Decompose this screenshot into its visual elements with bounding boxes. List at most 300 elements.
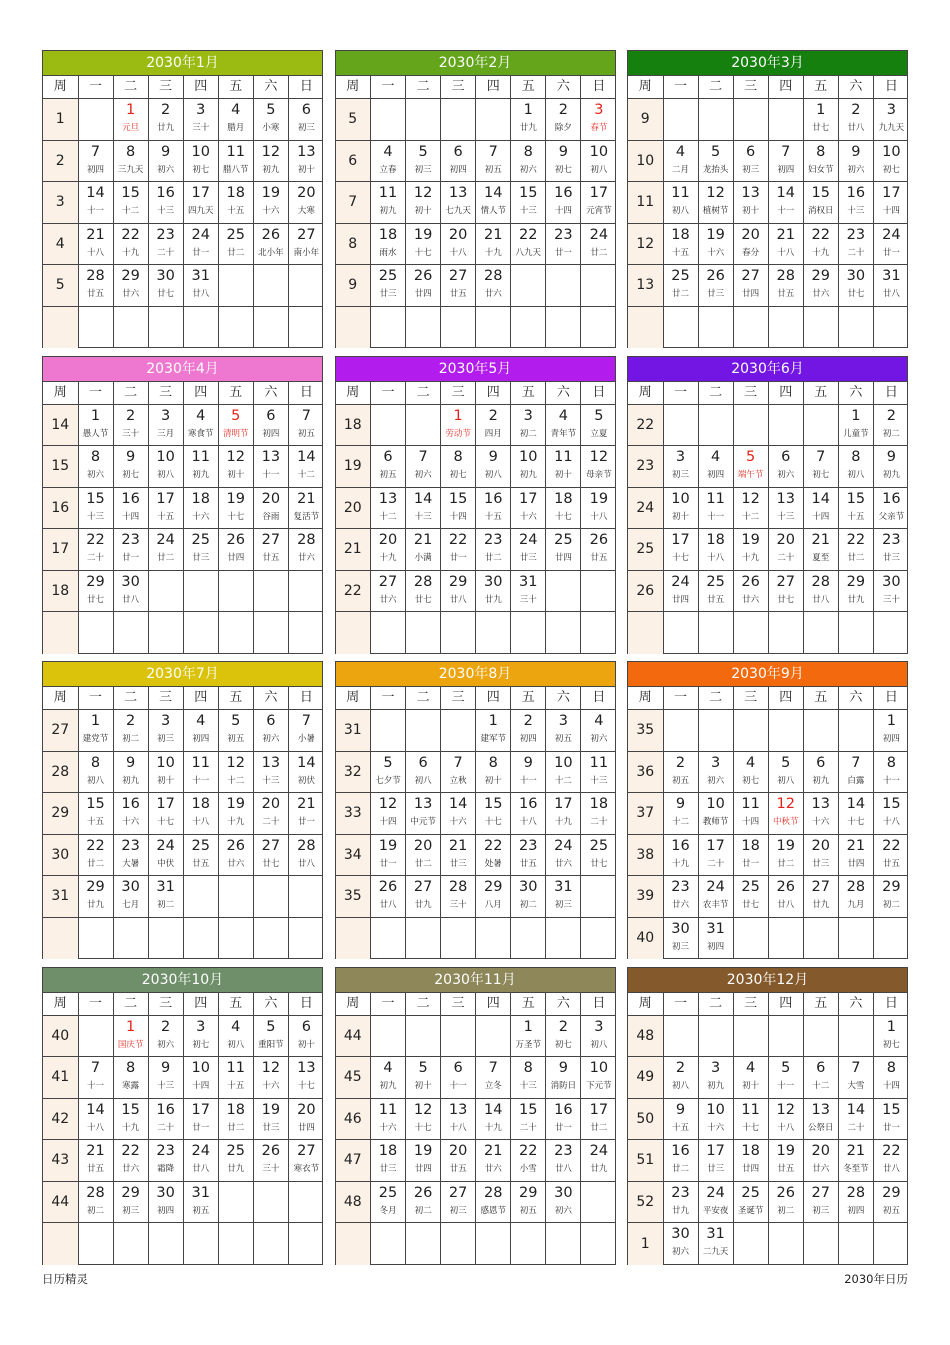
day-cell[interactable] (184, 446, 219, 487)
day-cell[interactable] (254, 182, 289, 223)
day-cell[interactable] (476, 488, 511, 529)
day-cell[interactable] (219, 1057, 254, 1098)
day-cell[interactable] (839, 265, 874, 306)
day-cell[interactable] (114, 265, 149, 306)
day-cell[interactable] (664, 182, 699, 223)
day-cell[interactable] (511, 182, 546, 223)
day-cell[interactable] (699, 752, 734, 793)
day-cell[interactable] (511, 405, 546, 446)
day-cell[interactable] (804, 307, 839, 349)
day-cell[interactable] (874, 446, 909, 487)
day-cell[interactable] (664, 918, 699, 960)
day-cell[interactable] (581, 710, 616, 751)
day-cell[interactable] (406, 224, 441, 265)
day-cell[interactable] (699, 1099, 734, 1140)
day-cell[interactable] (219, 99, 254, 140)
day-cell[interactable] (79, 1223, 114, 1265)
day-cell[interactable] (371, 1057, 406, 1098)
day-cell[interactable] (219, 1223, 254, 1265)
day-cell[interactable] (734, 141, 769, 182)
day-cell[interactable] (476, 835, 511, 876)
day-cell[interactable] (219, 918, 254, 960)
day-cell[interactable] (804, 529, 839, 570)
day-cell[interactable] (839, 446, 874, 487)
day-cell[interactable] (476, 918, 511, 960)
day-cell[interactable] (546, 1016, 581, 1057)
day-cell[interactable] (114, 182, 149, 223)
day-cell[interactable] (254, 1223, 289, 1265)
day-cell[interactable] (219, 835, 254, 876)
day-cell[interactable] (699, 141, 734, 182)
day-cell[interactable] (734, 752, 769, 793)
day-cell[interactable] (254, 307, 289, 349)
day-cell[interactable] (184, 488, 219, 529)
day-cell[interactable] (184, 405, 219, 446)
day-cell[interactable] (184, 876, 219, 917)
day-cell[interactable] (441, 1099, 476, 1140)
day-cell[interactable] (664, 1140, 699, 1181)
day-cell[interactable] (406, 141, 441, 182)
day-cell[interactable] (581, 1182, 616, 1223)
day-cell[interactable] (406, 446, 441, 487)
day-cell[interactable] (476, 752, 511, 793)
day-cell[interactable] (581, 793, 616, 834)
day-cell[interactable] (734, 307, 769, 349)
day-cell[interactable] (769, 752, 804, 793)
day-cell[interactable] (839, 612, 874, 654)
day-cell[interactable] (511, 918, 546, 960)
day-cell[interactable] (804, 1182, 839, 1223)
day-cell[interactable] (149, 1223, 184, 1265)
day-cell[interactable] (149, 876, 184, 917)
day-cell[interactable] (664, 876, 699, 917)
day-cell[interactable] (581, 752, 616, 793)
day-cell[interactable] (804, 1016, 839, 1057)
day-cell[interactable] (289, 876, 324, 917)
day-cell[interactable] (406, 793, 441, 834)
day-cell[interactable] (184, 1099, 219, 1140)
day-cell[interactable] (664, 141, 699, 182)
day-cell[interactable] (476, 1223, 511, 1265)
day-cell[interactable] (734, 1099, 769, 1140)
day-cell[interactable] (511, 488, 546, 529)
day-cell[interactable] (254, 1099, 289, 1140)
day-cell[interactable] (839, 1016, 874, 1057)
day-cell[interactable] (441, 224, 476, 265)
day-cell[interactable] (441, 1016, 476, 1057)
day-cell[interactable] (734, 710, 769, 751)
day-cell[interactable] (289, 488, 324, 529)
day-cell[interactable] (79, 571, 114, 612)
day-cell[interactable] (581, 612, 616, 654)
day-cell[interactable] (441, 793, 476, 834)
day-cell[interactable] (184, 752, 219, 793)
day-cell[interactable] (664, 710, 699, 751)
day-cell[interactable] (874, 835, 909, 876)
day-cell[interactable] (511, 1182, 546, 1223)
day-cell[interactable] (79, 446, 114, 487)
day-cell[interactable] (406, 1057, 441, 1098)
day-cell[interactable] (219, 1016, 254, 1057)
day-cell[interactable] (114, 876, 149, 917)
day-cell[interactable] (371, 307, 406, 349)
day-cell[interactable] (769, 1057, 804, 1098)
day-cell[interactable] (79, 710, 114, 751)
day-cell[interactable] (769, 488, 804, 529)
day-cell[interactable] (769, 141, 804, 182)
day-cell[interactable] (581, 529, 616, 570)
day-cell[interactable] (441, 835, 476, 876)
day-cell[interactable] (254, 835, 289, 876)
day-cell[interactable] (114, 793, 149, 834)
day-cell[interactable] (874, 1099, 909, 1140)
day-cell[interactable] (699, 405, 734, 446)
day-cell[interactable] (254, 99, 289, 140)
day-cell[interactable] (699, 307, 734, 349)
day-cell[interactable] (289, 405, 324, 446)
day-cell[interactable] (734, 1057, 769, 1098)
day-cell[interactable] (874, 141, 909, 182)
day-cell[interactable] (371, 835, 406, 876)
day-cell[interactable] (79, 1057, 114, 1098)
day-cell[interactable] (79, 1099, 114, 1140)
day-cell[interactable] (441, 1223, 476, 1265)
day-cell[interactable] (289, 1223, 324, 1265)
day-cell[interactable] (769, 529, 804, 570)
day-cell[interactable] (546, 876, 581, 917)
day-cell[interactable] (184, 1140, 219, 1181)
day-cell[interactable] (406, 1140, 441, 1181)
day-cell[interactable] (476, 405, 511, 446)
day-cell[interactable] (804, 835, 839, 876)
day-cell[interactable] (839, 405, 874, 446)
day-cell[interactable] (839, 835, 874, 876)
day-cell[interactable] (219, 1140, 254, 1181)
day-cell[interactable] (734, 224, 769, 265)
day-cell[interactable] (406, 1223, 441, 1265)
day-cell[interactable] (79, 99, 114, 140)
day-cell[interactable] (804, 1223, 839, 1265)
day-cell[interactable] (546, 141, 581, 182)
day-cell[interactable] (546, 752, 581, 793)
day-cell[interactable] (149, 752, 184, 793)
day-cell[interactable] (406, 1016, 441, 1057)
day-cell[interactable] (839, 488, 874, 529)
day-cell[interactable] (254, 1182, 289, 1223)
day-cell[interactable] (839, 571, 874, 612)
day-cell[interactable] (219, 710, 254, 751)
day-cell[interactable] (874, 612, 909, 654)
day-cell[interactable] (874, 405, 909, 446)
day-cell[interactable] (581, 1140, 616, 1181)
day-cell[interactable] (874, 99, 909, 140)
day-cell[interactable] (546, 835, 581, 876)
day-cell[interactable] (734, 488, 769, 529)
day-cell[interactable] (149, 918, 184, 960)
day-cell[interactable] (734, 1182, 769, 1223)
day-cell[interactable] (149, 182, 184, 223)
day-cell[interactable] (289, 1057, 324, 1098)
day-cell[interactable] (546, 1099, 581, 1140)
day-cell[interactable] (289, 1016, 324, 1057)
day-cell[interactable] (114, 1057, 149, 1098)
day-cell[interactable] (476, 265, 511, 306)
day-cell[interactable] (184, 1057, 219, 1098)
day-cell[interactable] (581, 182, 616, 223)
day-cell[interactable] (441, 99, 476, 140)
day-cell[interactable] (289, 224, 324, 265)
day-cell[interactable] (371, 141, 406, 182)
day-cell[interactable] (734, 265, 769, 306)
day-cell[interactable] (289, 1099, 324, 1140)
day-cell[interactable] (839, 99, 874, 140)
day-cell[interactable] (289, 99, 324, 140)
day-cell[interactable] (839, 1057, 874, 1098)
day-cell[interactable] (114, 1223, 149, 1265)
day-cell[interactable] (476, 446, 511, 487)
day-cell[interactable] (804, 265, 839, 306)
day-cell[interactable] (511, 752, 546, 793)
day-cell[interactable] (184, 141, 219, 182)
day-cell[interactable] (114, 1099, 149, 1140)
day-cell[interactable] (114, 224, 149, 265)
day-cell[interactable] (289, 918, 324, 960)
day-cell[interactable] (874, 488, 909, 529)
day-cell[interactable] (804, 918, 839, 960)
day-cell[interactable] (219, 307, 254, 349)
day-cell[interactable] (664, 612, 699, 654)
day-cell[interactable] (769, 182, 804, 223)
day-cell[interactable] (476, 307, 511, 349)
day-cell[interactable] (546, 224, 581, 265)
day-cell[interactable] (511, 612, 546, 654)
day-cell[interactable] (254, 918, 289, 960)
day-cell[interactable] (114, 612, 149, 654)
day-cell[interactable] (581, 876, 616, 917)
day-cell[interactable] (371, 529, 406, 570)
day-cell[interactable] (406, 571, 441, 612)
day-cell[interactable] (184, 1182, 219, 1223)
day-cell[interactable] (371, 182, 406, 223)
day-cell[interactable] (184, 1223, 219, 1265)
day-cell[interactable] (804, 141, 839, 182)
day-cell[interactable] (219, 488, 254, 529)
day-cell[interactable] (114, 529, 149, 570)
day-cell[interactable] (581, 835, 616, 876)
day-cell[interactable] (874, 1016, 909, 1057)
day-cell[interactable] (79, 918, 114, 960)
day-cell[interactable] (581, 307, 616, 349)
day-cell[interactable] (769, 1223, 804, 1265)
day-cell[interactable] (114, 1140, 149, 1181)
day-cell[interactable] (769, 265, 804, 306)
day-cell[interactable] (511, 710, 546, 751)
day-cell[interactable] (79, 752, 114, 793)
day-cell[interactable] (149, 529, 184, 570)
day-cell[interactable] (511, 265, 546, 306)
day-cell[interactable] (699, 99, 734, 140)
day-cell[interactable] (441, 571, 476, 612)
day-cell[interactable] (219, 793, 254, 834)
day-cell[interactable] (581, 1057, 616, 1098)
day-cell[interactable] (581, 1223, 616, 1265)
day-cell[interactable] (546, 446, 581, 487)
day-cell[interactable] (184, 612, 219, 654)
day-cell[interactable] (254, 265, 289, 306)
day-cell[interactable] (804, 612, 839, 654)
day-cell[interactable] (839, 182, 874, 223)
day-cell[interactable] (581, 1016, 616, 1057)
day-cell[interactable] (511, 1057, 546, 1098)
day-cell[interactable] (511, 99, 546, 140)
day-cell[interactable] (511, 1223, 546, 1265)
day-cell[interactable] (699, 446, 734, 487)
day-cell[interactable] (219, 405, 254, 446)
day-cell[interactable] (581, 224, 616, 265)
day-cell[interactable] (476, 1182, 511, 1223)
day-cell[interactable] (839, 1140, 874, 1181)
day-cell[interactable] (289, 529, 324, 570)
day-cell[interactable] (699, 488, 734, 529)
day-cell[interactable] (79, 529, 114, 570)
day-cell[interactable] (769, 446, 804, 487)
day-cell[interactable] (476, 1016, 511, 1057)
day-cell[interactable] (839, 1099, 874, 1140)
day-cell[interactable] (79, 182, 114, 223)
day-cell[interactable] (839, 1182, 874, 1223)
day-cell[interactable] (79, 307, 114, 349)
day-cell[interactable] (734, 446, 769, 487)
day-cell[interactable] (219, 1099, 254, 1140)
day-cell[interactable] (699, 1057, 734, 1098)
day-cell[interactable] (441, 1057, 476, 1098)
day-cell[interactable] (114, 835, 149, 876)
day-cell[interactable] (804, 446, 839, 487)
day-cell[interactable] (441, 612, 476, 654)
day-cell[interactable] (699, 1182, 734, 1223)
day-cell[interactable] (219, 182, 254, 223)
day-cell[interactable] (769, 307, 804, 349)
day-cell[interactable] (511, 876, 546, 917)
day-cell[interactable] (254, 612, 289, 654)
day-cell[interactable] (441, 752, 476, 793)
day-cell[interactable] (114, 405, 149, 446)
day-cell[interactable] (546, 612, 581, 654)
day-cell[interactable] (581, 918, 616, 960)
day-cell[interactable] (581, 405, 616, 446)
day-cell[interactable] (79, 1016, 114, 1057)
day-cell[interactable] (406, 488, 441, 529)
day-cell[interactable] (664, 835, 699, 876)
day-cell[interactable] (839, 1223, 874, 1265)
day-cell[interactable] (581, 141, 616, 182)
day-cell[interactable] (839, 529, 874, 570)
day-cell[interactable] (664, 405, 699, 446)
day-cell[interactable] (254, 752, 289, 793)
day-cell[interactable] (664, 265, 699, 306)
day-cell[interactable] (184, 571, 219, 612)
day-cell[interactable] (441, 141, 476, 182)
day-cell[interactable] (289, 182, 324, 223)
day-cell[interactable] (734, 1016, 769, 1057)
day-cell[interactable] (769, 405, 804, 446)
day-cell[interactable] (406, 265, 441, 306)
day-cell[interactable] (79, 612, 114, 654)
day-cell[interactable] (699, 835, 734, 876)
day-cell[interactable] (254, 141, 289, 182)
day-cell[interactable] (664, 1016, 699, 1057)
day-cell[interactable] (734, 835, 769, 876)
day-cell[interactable] (219, 752, 254, 793)
day-cell[interactable] (546, 307, 581, 349)
day-cell[interactable] (699, 793, 734, 834)
day-cell[interactable] (546, 488, 581, 529)
day-cell[interactable] (769, 710, 804, 751)
day-cell[interactable] (874, 182, 909, 223)
day-cell[interactable] (184, 99, 219, 140)
day-cell[interactable] (476, 1140, 511, 1181)
day-cell[interactable] (254, 405, 289, 446)
day-cell[interactable] (149, 793, 184, 834)
day-cell[interactable] (289, 1140, 324, 1181)
day-cell[interactable] (699, 529, 734, 570)
day-cell[interactable] (219, 1182, 254, 1223)
day-cell[interactable] (149, 141, 184, 182)
day-cell[interactable] (254, 571, 289, 612)
day-cell[interactable] (114, 446, 149, 487)
day-cell[interactable] (546, 1057, 581, 1098)
day-cell[interactable] (441, 918, 476, 960)
day-cell[interactable] (254, 1140, 289, 1181)
day-cell[interactable] (769, 1182, 804, 1223)
day-cell[interactable] (289, 141, 324, 182)
day-cell[interactable] (441, 488, 476, 529)
day-cell[interactable] (664, 1182, 699, 1223)
day-cell[interactable] (804, 752, 839, 793)
day-cell[interactable] (476, 612, 511, 654)
day-cell[interactable] (476, 529, 511, 570)
day-cell[interactable] (149, 1099, 184, 1140)
day-cell[interactable] (664, 793, 699, 834)
day-cell[interactable] (804, 1099, 839, 1140)
day-cell[interactable] (546, 571, 581, 612)
day-cell[interactable] (699, 224, 734, 265)
day-cell[interactable] (664, 99, 699, 140)
day-cell[interactable] (289, 1182, 324, 1223)
day-cell[interactable] (734, 529, 769, 570)
day-cell[interactable] (79, 876, 114, 917)
day-cell[interactable] (476, 876, 511, 917)
day-cell[interactable] (874, 752, 909, 793)
day-cell[interactable] (79, 405, 114, 446)
day-cell[interactable] (511, 141, 546, 182)
day-cell[interactable] (79, 1182, 114, 1223)
day-cell[interactable] (371, 1016, 406, 1057)
day-cell[interactable] (254, 876, 289, 917)
day-cell[interactable] (184, 529, 219, 570)
day-cell[interactable] (254, 793, 289, 834)
day-cell[interactable] (874, 1223, 909, 1265)
day-cell[interactable] (511, 793, 546, 834)
day-cell[interactable] (371, 1099, 406, 1140)
day-cell[interactable] (511, 529, 546, 570)
day-cell[interactable] (371, 1140, 406, 1181)
day-cell[interactable] (219, 529, 254, 570)
day-cell[interactable] (184, 265, 219, 306)
day-cell[interactable] (371, 405, 406, 446)
day-cell[interactable] (441, 182, 476, 223)
day-cell[interactable] (769, 918, 804, 960)
